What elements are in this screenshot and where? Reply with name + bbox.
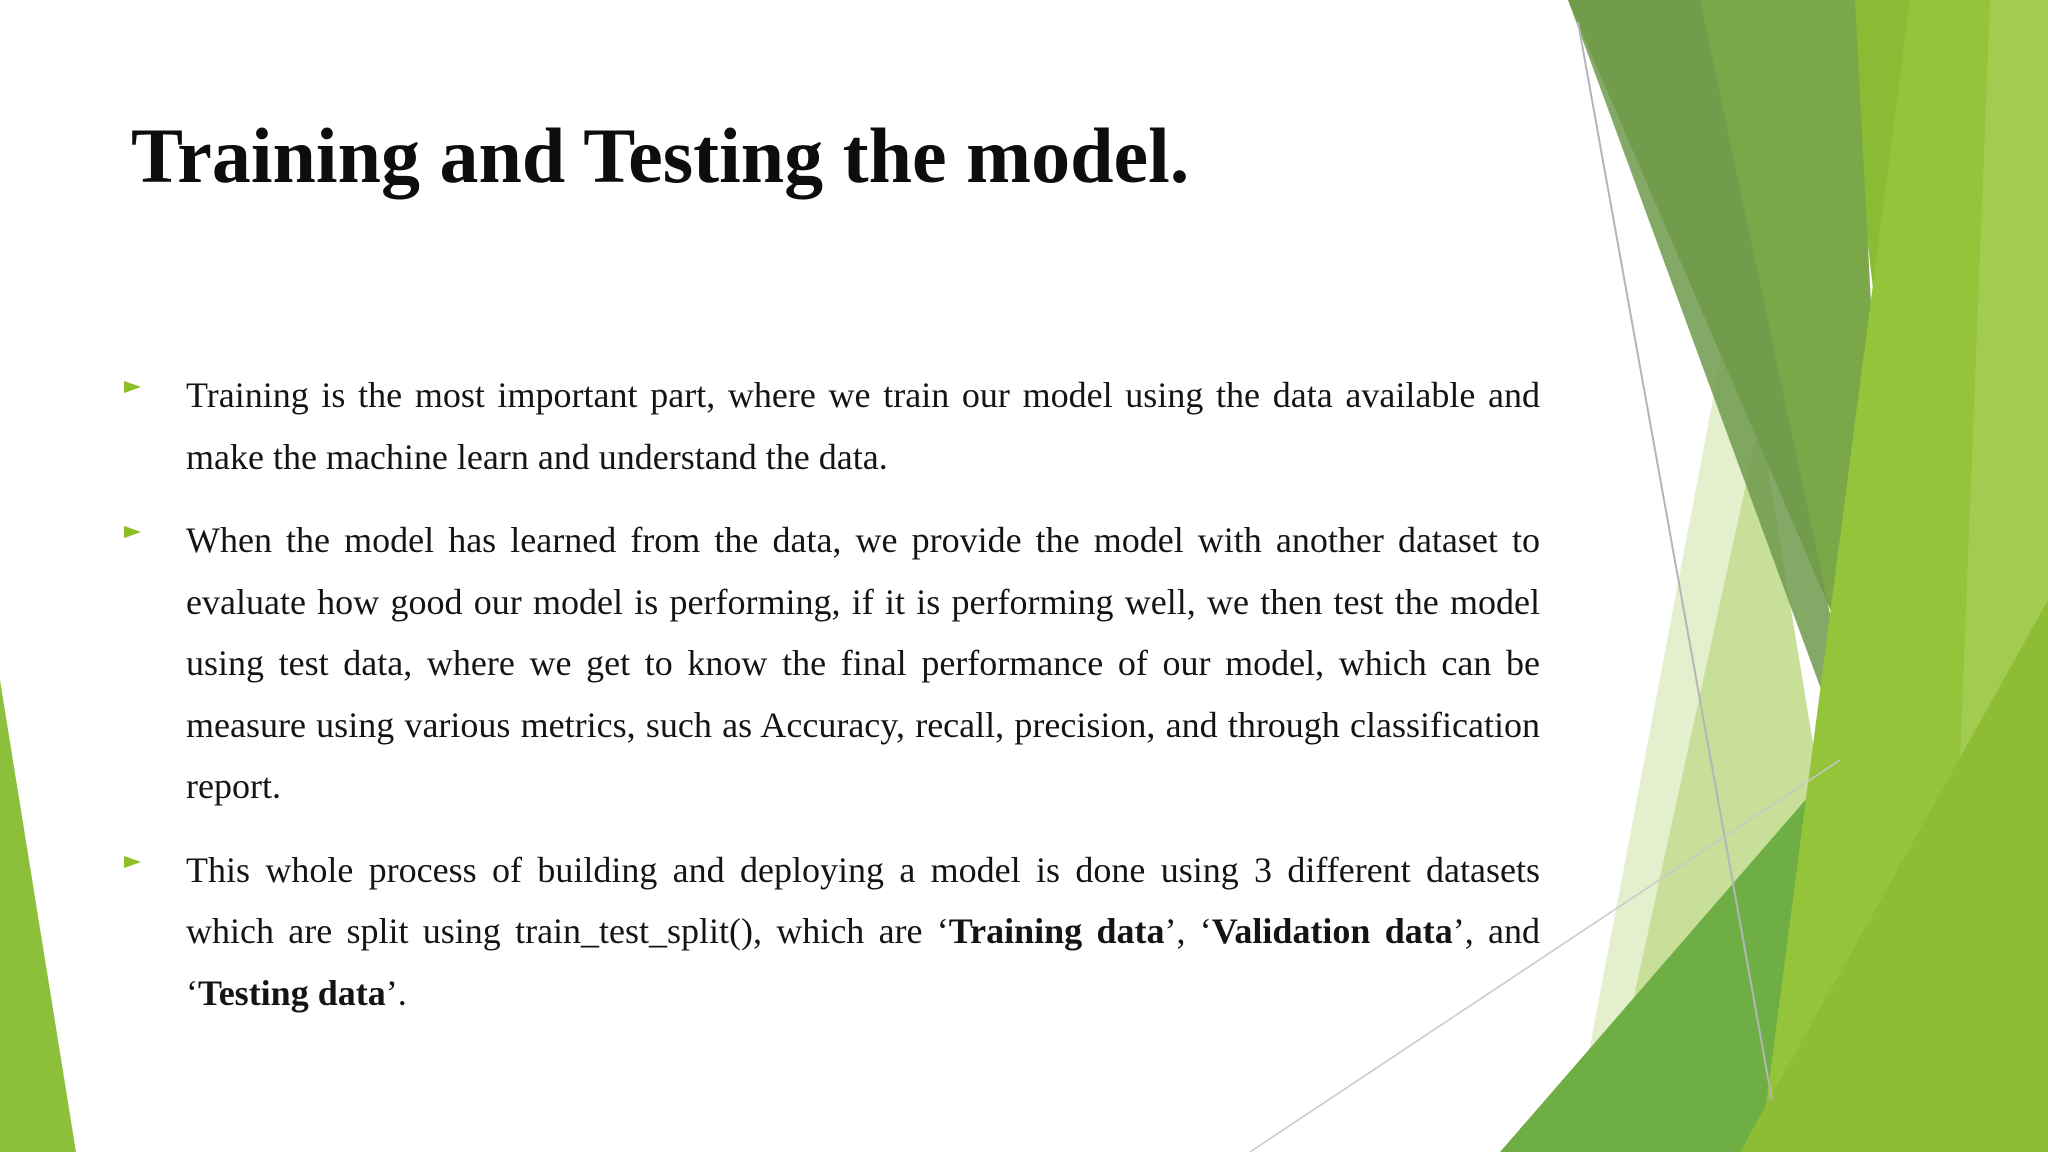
bullet-item-datasets: [120, 840, 1540, 1025]
triangle-arrow-bullet-icon: [124, 526, 141, 538]
bullet-text: Training is the most important part, where we train our model using the data available and make the machine learn and understand the data.: [186, 375, 1540, 477]
bullet-text-end: ’.: [385, 972, 407, 1013]
triangle-arrow-bullet-icon: [124, 856, 141, 868]
slide-title: Training and Testing the model.: [131, 112, 1190, 199]
bullet-text: When the model has learned from the data, we provide the model with another dataset to evaluate how good our model is performing, if it is performing well, we then test the model using test data, where we get to know the final performance of our model, which can be measure using various metrics, such as Accuracy, recall, precision, and through classification report.: [186, 520, 1540, 806]
bullet-item-training: [120, 365, 1540, 488]
training-data-term: Training data: [948, 911, 1165, 951]
left-green-sliver: [0, 680, 76, 1152]
separator-text: ’, and ‘: [186, 911, 1540, 1013]
bullet-item-evaluation: [120, 510, 1540, 818]
validation-data-term: Validation data: [1211, 911, 1453, 951]
separator-text: ’, ‘: [1164, 911, 1212, 951]
bullet-text-part: This whole process of building and deploying a model is done using 3 different datasets which are split using train_test_split(), which are ‘: [186, 849, 1540, 951]
bullet-text: [186, 840, 1540, 1025]
bullet-list: [120, 365, 1540, 1046]
testing-data-term: Testing data: [198, 972, 386, 1013]
triangle-arrow-bullet-icon: [124, 381, 141, 393]
